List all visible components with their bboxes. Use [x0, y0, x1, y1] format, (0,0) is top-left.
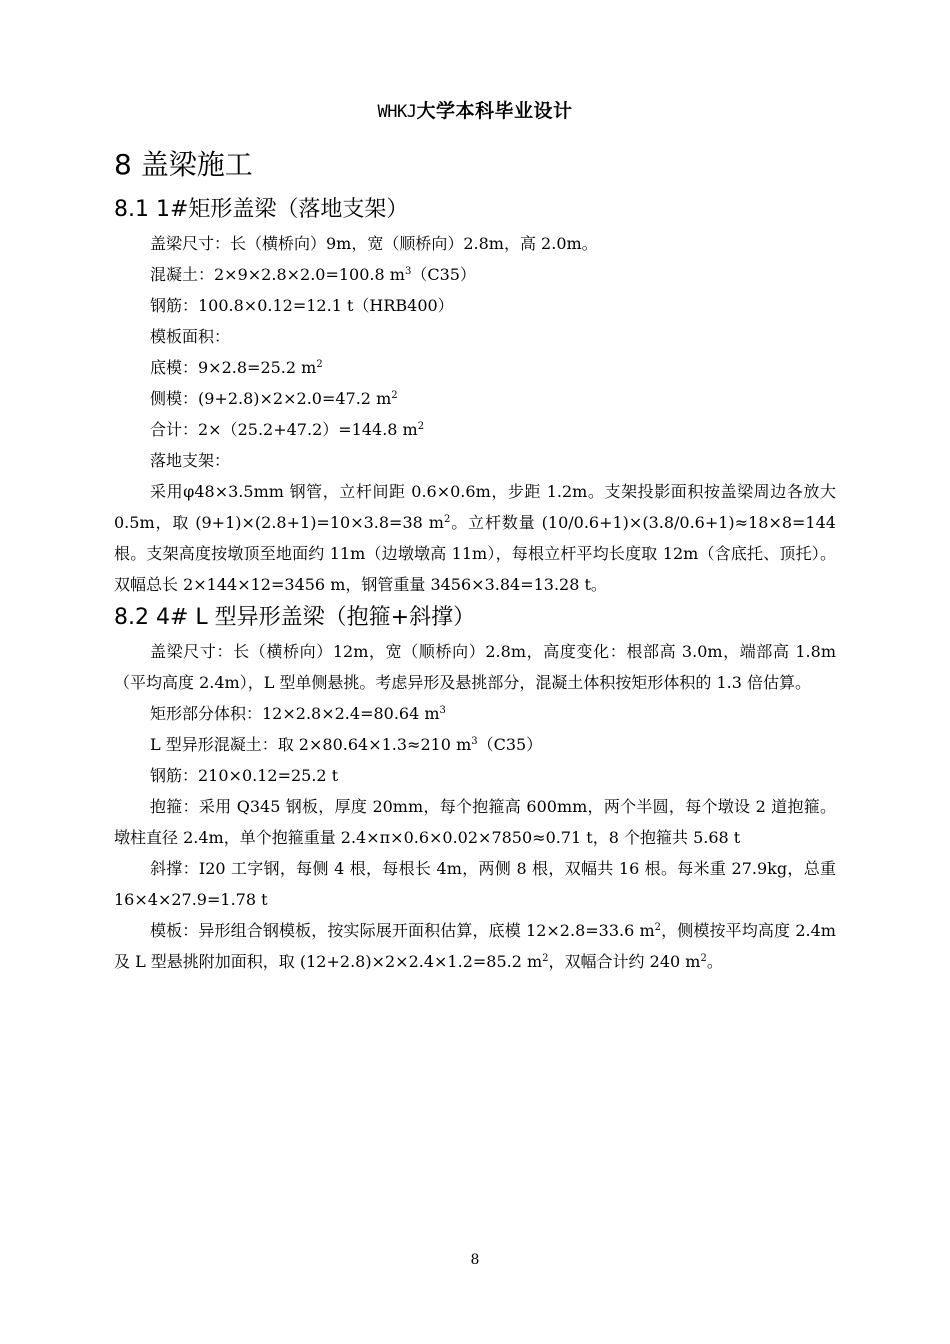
text-span: 底模：9×2.8=25.2 m: [150, 358, 317, 377]
superscript: 2: [542, 953, 549, 964]
superscript: 3: [404, 266, 412, 277]
page-header: [0, 96, 950, 123]
header-latin: WHKJ: [377, 102, 417, 122]
text-span: 。立杆数量 (10/0.6+1)×(3.8/0.6+1)≈18×8=144 根。支架高度按墩顶至地面约 11m（边墩墩高 11m），每根立杆平均长度取 12m（含底托、顶托）。双幅总长 2×144×12=3456 m，钢管重量 3456×3.84=13.28 t。: [114, 513, 836, 594]
text-span: 模板：异形组合钢模板，按实际展开面积估算，底模 12×2.8=33.6 m: [150, 921, 655, 940]
text-span: （C35）: [411, 265, 476, 284]
superscript: 2: [654, 922, 662, 933]
paragraph-brace: 斜撑：I20 工字钢，每侧 4 根，每根长 4m，两侧 8 根，双幅共 16 根。每米重 27.9kg，总重 16×4×27.9=1.78 t: [114, 859, 836, 909]
text-span: L 型异形混凝土：取 2×80.64×1.3≈210 m: [150, 735, 472, 754]
paragraph-hoop: 抱箍：采用 Q345 钢板，厚度 20mm，每个抱箍高 600mm，两个半圆，每个墩设 2 道抱箍。墩柱直径 2.4m，单个抱箍重量 2.4×π×0.6×0.02×7850≈0.71 t，8 个抱箍共 5.68 t: [114, 797, 836, 847]
text-span: 侧模：(9+2.8)×2×2.0=47.2 m: [150, 389, 392, 408]
paragraph-formwork-2: [114, 915, 836, 977]
text-span: （C35）: [477, 735, 543, 754]
text-span: ，双幅合计约 240 m: [548, 952, 701, 971]
paragraph-rebar-2: 钢筋：210×0.12=25.2 t: [150, 766, 339, 785]
superscript: 2: [700, 953, 707, 964]
paragraph-side-form: [114, 383, 836, 414]
superscript: 2: [391, 390, 398, 401]
paragraph-rebar-1: 钢筋：100.8×0.12=12.1 t（HRB400）: [150, 296, 454, 315]
paragraph-scaffold: [114, 476, 836, 600]
paragraph-bottom-form: [114, 352, 836, 383]
text-span: ，侧模按平均高度 2.4m 及 L 型悬挑附加面积，取 (12+2.8)×2×2.4×1.2=85.2 m: [114, 921, 836, 971]
superscript: 3: [471, 736, 478, 747]
header-title: 大学本科毕业设计: [416, 100, 573, 122]
paragraph-dims-1: 盖梁尺寸：长（横桥向）9m，宽（顺桥向）2.8m，高 2.0m。: [150, 234, 598, 253]
paragraph-total-form: [114, 414, 836, 445]
paragraph-l-concrete: [114, 729, 836, 760]
text-span: 矩形部分体积：12×2.8×2.4=80.64 m: [150, 704, 440, 723]
paragraph-scaffold-label: 落地支架：: [150, 451, 231, 470]
superscript: 2: [417, 421, 425, 432]
chapter-title: 8 盖梁施工: [114, 148, 253, 181]
text-span: 混凝土：2×9×2.8×2.0=100.8 m: [150, 265, 405, 284]
text-span: 合计：2×（25.2+47.2）=144.8 m: [150, 420, 418, 439]
page-number: 8: [470, 1252, 480, 1268]
superscript: 3: [439, 705, 446, 716]
page-content: [114, 142, 836, 977]
superscript: 2: [316, 359, 323, 370]
text-span: 。: [706, 952, 723, 971]
paragraph-concrete-1: [114, 259, 836, 290]
paragraph-formwork-label: 模板面积：: [150, 327, 231, 346]
section-title-8-1: 8.1 1#矩形盖梁（落地支架）: [114, 197, 409, 222]
paragraph-dims-2: 盖梁尺寸：长（横桥向）12m，宽（顺桥向）2.8m，高度变化：根部高 3.0m，端部高 1.8m（平均高度 2.4m），L 型单侧悬挑。考虑异形及悬挑部分，混凝土体积按矩形体积的 1.3 倍估算。: [114, 642, 836, 692]
paragraph-rect-volume: [114, 698, 836, 729]
text-span: 采用φ48×3.5mm 钢管，立杆间距 0.6×0.6m，步距 1.2m。支架投影面积按盖梁周边各放大 0.5m，取 (9+1)×(2.8+1)=10×3.8=38 m: [114, 482, 836, 532]
section-title-8-2: 8.2 4# L 型异形盖梁（抱箍+斜撑）: [114, 605, 476, 630]
superscript: 2: [443, 514, 451, 525]
